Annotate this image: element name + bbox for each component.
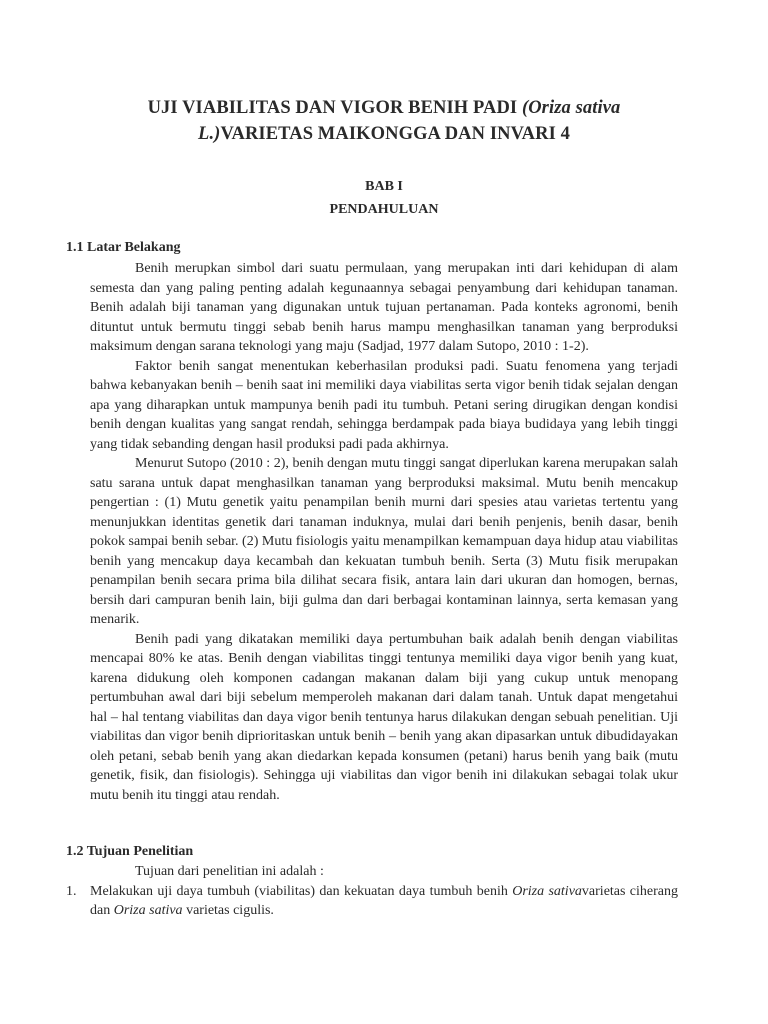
list-item: [66, 882, 678, 921]
title-text-part1: UJI VIABILITAS DAN VIGOR BENIH PADI: [147, 98, 522, 118]
list-item-text: [90, 882, 678, 921]
objectives-intro: Tujuan dari penelitian ini adalah :: [135, 864, 324, 879]
species-name-italic: Oriza sativa: [113, 903, 183, 918]
species-name-italic: Oriza sativa: [512, 883, 582, 899]
paragraph: Faktor benih sangat menentukan keberhasilan produksi padi. Suatu fenomena yang terjadi bahwa kebanyakan benih – benih saat ini memiliki daya viabilitas serta vigor benih tidak sejalan dengan apa yang diharapkan untuk mampunya benih padi itu tumbuh. Petani sering dirugikan dengan kondisi benih dengan kualitas yang sangat rendah, sehingga berdampak pada biaya budidaya yang lebih tinggi yang tidak sebanding dengan hasil produksi padi pada akhirnya.: [90, 358, 678, 452]
section-body-latar-belakang: [90, 259, 678, 805]
paragraph: Benih padi yang dikatakan memiliki daya pertumbuhan baik adalah benih dengan viabilitas mencapai 80% ke atas. Benih dengan viabilitas tinggi tentunya memiliki daya vigor benih yang kuat, karena didukung oleh komponen cadangan makanan dalam biji yang cukup untuk menopang pertumbuhan awal dari biji sebelum memperoleh makanan dari dalam tanah. Untuk dapat mengetahui hal – hal tentang viabilitas dan daya vigor benih tentunya harus dilakukan dengan sebuah penelitian. Uji viabilitas dan vigor benih diprioritaskan untuk benih – benih yang akan dipasarkan untuk dibudidayakan oleh petani, sebab benih yang akan diedarkan kepada konsumen (petani) harus benih yang baik (mutu genetik, fisik, dan fisiologis). Sehingga uji viabilitas dan vigor benih ini dilakukan sebagai tolak ukur mutu benih itu tinggi atau rendah.: [90, 631, 678, 803]
document-title: [90, 95, 678, 147]
objectives-list: [66, 862, 678, 921]
title-text-part2: VARIETAS MAIKONGGA DAN INVARI 4: [220, 124, 570, 144]
list-item-text-segment: varietas cigulis.: [182, 903, 274, 918]
chapter-name: PENDAHULUAN: [329, 202, 439, 217]
list-item-text-segment: Melakukan uji daya tumbuh (viabilitas) dan kekuatan daya tumbuh benih: [90, 883, 513, 899]
section-heading-latar-belakang: 1.1 Latar Belakang: [66, 240, 181, 255]
chapter-label: BAB I: [365, 179, 403, 194]
list-item-number: 1.: [66, 883, 77, 899]
paragraph: Menurut Sutopo (2010 : 2), benih dengan mutu tinggi sangat diperlukan karena merupakan salah satu sarana untuk dapat menghasilkan tanaman yang berproduksi maksimal. Mutu benih mencakup pengertian : (1) Mutu genetik yaitu penampilan benih murni dari spesies atau varietas tertentu yang menunjukkan identitas genetik dari tanaman induknya, mulai dari benih penjenis, benih dasar, benih pokok sampai benih sebar. (2) Mutu fisiologis yaitu menampilkan kemampuan daya hidup atau viabilitas benih yang mencakup daya kecambah dan kekuatan tumbuh benih. Serta (3) Mutu fisik merupakan penampilan benih secara prima bila dilihat secara fisik, antara lain dari ukuran dan homogen, bernas, bersih dari campuran benih lain, biji gulma dan dari berbagai kontaminan lainnya, serta kemasan yang menarik.: [90, 456, 678, 627]
section-heading-tujuan-penelitian: 1.2 Tujuan Penelitian: [66, 844, 194, 859]
list-item-text-segment: varietas ciherang dan: [90, 883, 679, 918]
title-species-italic: (Oriza sativa: [521, 98, 621, 118]
paragraph: Benih merupkan simbol dari suatu permulaan, yang merupakan inti dari kehidupan di alam semesta dan yang paling penting adalah kegunaannya sebagai penyambung dari kehidupan tanaman. Benih adalah biji tanaman yang digunakan untuk tujuan pertanaman. Pada konteks agronomi, benih dituntut untuk bermutu tinggi sebab benih harus mampu menghasilkan tanaman yang berproduksi maksimum dengan sarana teknologi yang maju (Sadjad, 1977 dalam Sutopo, 2010 : 1-2).: [90, 261, 678, 354]
title-species-author-italic: L.): [198, 124, 221, 144]
